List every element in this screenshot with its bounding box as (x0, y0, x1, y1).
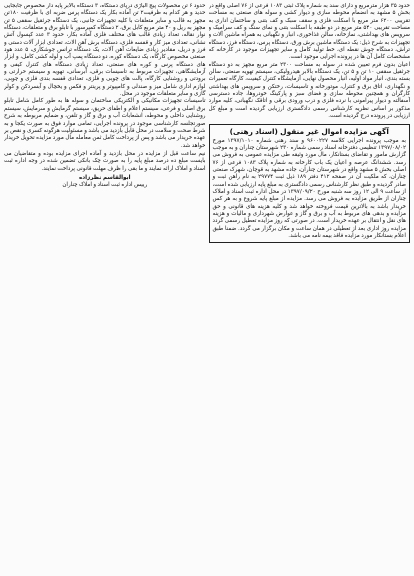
auction-notice-body: به موجب پرونده اجرایی کلاسه ۹۶۰۰۲۲۷ و سند رهنی شماره ۱۳۹۷/۱۰۱۰ مورخ ۱۳۹۷/۰۸/۰۲ تنظیمی دفترخانه اسناد رسمی شماره ۲۳۰ شهرستان چناران و به موجب گزارش مامور و تقاضای بستانکار، مال مورد وثیقه طی مزایده عمومی به فروش می رسد. ششدانگ عرصه و اعیان یک باب کارخانه به شماره پلاک ۱۰۸۳ فرعی از ۷۶ اصلی بخش ۵ مشهد واقع در شهرستان چناران، جاده مشهد به قوچان، شهرک صنعتی چناران، که ملکیت آن در صفحه ۴۱۲ دفتر ۱۸۹ ذیل ثبت ۲۹۷۷۴ به نام راهن ثبت و صادر گردیده و طبق نظر کارشناس رسمی دادگستری به مبلغ پایه ارزیابی شده است، از ساعت ۹ الی ۱۲ روز سه شنبه مورخ ۱۳۹۷/۰۹/۲۰ در محل اداره ثبت اسناد و املاک چناران از طریق مزایده به فروش می رسد. مزایده از مبلغ پایه شروع و به هر کس خریدار باشد به بالاترین قیمت فروخته خواهد شد و کلیه هزینه های قانونی و حق مزایده و بدهی های مربوط به آب و برق و گاز و عوارض شهرداری و مالیات و هزینه های نقل و انتقال بر عهده خریدار است. در صورتی که روز مزایده تعطیل رسمی گردد مزایده روز اداری بعد از تعطیلی در همان ساعت و مکان برگزار می گردد. ضمنا طبق اعلام بستانکار مورد مزایده فاقد بیمه نامه می باشد. (212, 137, 407, 239)
signature-name: ابوالقاسم نظرزاده (78, 174, 131, 181)
article-columns (4, 3, 410, 573)
auction-notice-box (209, 124, 411, 244)
building-description-paragraph: اعیان بدون فرم تعیین شده در سوله به مساحت ۲۳۰۰ متر مربع مجهز به دو دستگاه جرثقیل سقفی ۱۰ تن و ۵ تن، یک دستگاه بالابر هیدرولیکی، سیستم تهویه صنعتی، سالن بسته بندی، انبار مواد اولیه، انبار محصول نهایی، آزمایشگاه کنترل کیفیت، کارگاه تعمیرات و نگهداری، اتاق برق و کنترل، موتورخانه و تاسیسات، رختکن و سرویس های بهداشتی کارگران و همچنین محوطه سازی و فضای سبز و پارکینگ خودروها، جاده دسترسی آسفالته و دیوار پیرامونی با نرده فلزی و درب ورودی برقی و اتاقک نگهبانی، کلیه موارد مذکور بر اساس نظریه کارشناس رسمی دادگستری ارزیابی گردیده است و مبلغ کل ارزیابی در پرونده درج گردیده است. (208, 61, 410, 120)
facilities-paragraph: تاسیسات تجهیزات مکانیکی و الکتریکی ساختمان و سوله ها به طور کامل شامل تابلو برق اصلی و فرعی، سیستم اعلام و اطفای حریق، سیستم گرمایش و سرمایش، سیستم روشنایی داخلی و محوطه، انشعابات آب و برق و گاز و تلفن، و ضمایم مربوطه به شرح صورتجلسه کارشناسی موجود در پرونده اجرایی، تمامی موارد فوق به صورت یکجا و به شرط صحت و سلامت در محل قابل بازدید می باشد و مسئولیت هرگونه کسری و نقص بر عهده خریدار می باشد و پس از پرداخت کامل ثمن معامله مال مورد مزایده تحویل خریدار خواهد شد. (4, 98, 206, 149)
auction-terms-paragraph: نیم ساعت قبل از مزایده در محل بازدید و آماده اجرای مزایده بوده و متقاضیان می بایست مبلغ ده درصد مبلغ پایه را به صورت چک بانکی تضمین شده در وجه اداره ثبت اسناد و املاک ارائه نمایند و ما بقی را ظرف مهلت قانونی پرداخت نمایند. (4, 150, 206, 172)
auction-notice-title: آگهی مزایده اموال غیر منقول (اسناد رهنی) (229, 126, 389, 136)
property-description-paragraph: حدود ۳۵ هزار مترمربع و دارای سند به شماره پلاک ثبتی ۱۰۸۳ فرعی از ۷۶ اصلی واقع در بخش ۵ مشهد به انضمام محوطه سازی و دیوار کشی و سوله های صنعتی به مساحت تقریبی ۶۲۰۰ متر مربع با اسکلت فلزی و سقف سبک و کف بتنی و ساختمان اداری به مساحت تقریبی ۵۴۰ متر مربع در دو طبقه با اسکلت بتنی و نمای سنگ و کف سرامیک و سرویس های بهداشتی، نمازخانه، سالن غذاخوری، انبار و نگهبانی به همراه ماشین آلات و تجهیزات به شرح ذیل: یک دستگاه ماشین برش ورق، دستگاه پرس، دستگاه فرز، دستگاه تراش، دستگاه جوش نقطه ای، خط تولید کامل و سایر تجهیزات موجود در کارخانه که مشخصات کامل آن ها در پرونده اجرایی موجود است. (208, 3, 410, 61)
signature-office: رییس اداره ثبت اسناد و املاک چناران (62, 182, 148, 189)
right-column (209, 3, 411, 573)
left-column (4, 3, 206, 573)
equipment-list-paragraph: حدود ۶ تن محصولات پیچ آلیاژی درپای دستگاه، ۳ دستگاه بالابر پایه دار مخصوص جابجایی حدید و هر کدام به ظرفیت۲ تن آماده بکار یک دستگاه پرس ضربه ای با ظرفیت ۱۸۰تن مجهز به قالب و سایر متعلقات با کلیه تجهیزات جانبی، یک دستگاه جرثقیل سقفی ۵ تن مجهز به ریل و ۴۰ متر مربع کابل برق، ۲ دستگاه کمپرسور با تابلو برق و متعلقات، دستگاه نوار نقاله، تعداد زیادی قالب های مختلف فلزی آماده بکار، حدود ۳ عدد کپسول آتش نشانی، تعدادی میز کار و قفسه فلزی، دستگاه برش آهن الات، تعدادی ابزار آلات دستی و فرز و دریل، مقادیر زیادی ضایعات آهن آلات، یک دستگاه ترانس جوشکاری، ۵ عدد هود صنعتی مخصوص کارگاه، یک دستگاه کوره، دو دستگاه پمپ آب و لوله کشی کامل، و ابزار های دستگاه پرس و کوره های صنعتی، تعداد زیادی دستگاه های کنترل کیفی و آزمایشگاهی، تجهیزات مربوط به تاسیسات برقی، آبرسانی، تهویه و سیستم حرارتی و برودتی و روشنایی کارگاه، پالت های چوبی و فلزی، تعدادی قفسه بندی فلزی و چوبی، لوازم اداری شامل میز و صندلی و کامپیوتر و پرینتر و فکس و یخچال و آبسردکن و کولر گازی و سایر متعلقات موجود در محل. (4, 3, 206, 98)
